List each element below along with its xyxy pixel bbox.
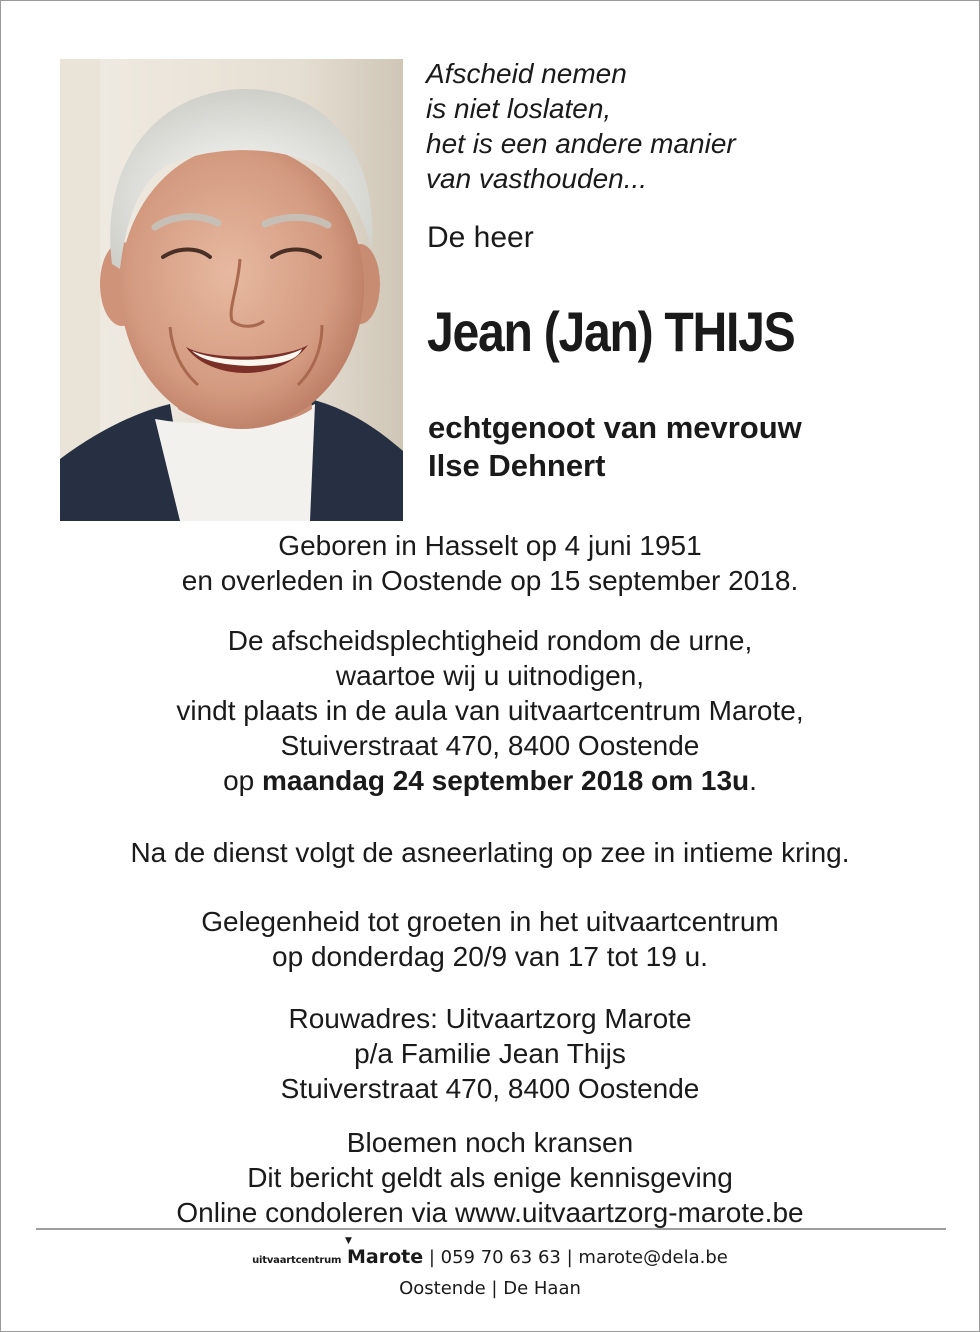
ceremony-line: De afscheidsplechtigheid rondom de urne,: [227, 625, 753, 656]
footer-contact: [1, 1236, 979, 1268]
brand-prefix: uitvaartcentrum: [252, 1255, 342, 1266]
visitation-info: [1, 904, 979, 974]
poem-line: is niet loslaten,: [426, 93, 612, 124]
life-dates: [1, 528, 979, 598]
mourning-address: [1, 1001, 979, 1106]
brand-name: Marote: [346, 1246, 424, 1268]
triangle-icon: ▼: [344, 1236, 352, 1246]
ceremony-line: waartoe wij u uitnodigen,: [335, 660, 645, 691]
spouse-line: Ilse Dehnert: [428, 448, 606, 483]
honorific: De heer: [427, 221, 534, 254]
after-service-note: [1, 835, 979, 870]
closing-line: Dit bericht geldt als enige kennisgeving: [247, 1162, 733, 1193]
closing-line: Bloemen noch kransen: [346, 1127, 634, 1158]
address-line: Rouwadres: Uitvaartzorg Marote: [288, 1003, 692, 1034]
poem-line: van vasthouden...: [426, 163, 648, 194]
ceremony-info: [1, 623, 979, 798]
farewell-poem: [426, 56, 946, 196]
address-line: Stuiverstraat 470, 8400 Oostende: [280, 1073, 700, 1104]
address-line: p/a Familie Jean Thijs: [354, 1038, 626, 1069]
closing-notes: [1, 1125, 979, 1230]
deceased-name: Jean (Jan) THIJS: [427, 300, 795, 363]
brand-logo: [344, 1236, 424, 1268]
poem-line: het is een andere manier: [426, 128, 736, 159]
footer-divider: [36, 1228, 946, 1230]
ceremony-line: vindt plaats in de aula van uitvaartcentrum Marote,: [176, 695, 804, 726]
condolence-link[interactable]: Online condoleren via www.uitvaartzorg-marote.be: [176, 1197, 804, 1228]
separator: |: [566, 1247, 579, 1268]
email-address[interactable]: marote@dela.be: [578, 1247, 728, 1268]
after-service-line: Na de dienst volgt de asneerlating op zee in intieme kring.: [130, 837, 850, 868]
poem-line: Afscheid nemen: [426, 58, 627, 89]
ceremony-date-line: [1, 763, 979, 798]
ceremony-date-prefix: op: [223, 765, 263, 796]
ceremony-date-suffix: .: [749, 765, 757, 796]
separator: |: [428, 1247, 441, 1268]
ceremony-date: maandag 24 september 2018 om 13u: [262, 765, 750, 796]
phone-number[interactable]: 059 70 63 63: [440, 1247, 561, 1268]
portrait-photo: [60, 59, 403, 521]
visitation-line: Gelegenheid tot groeten in het uitvaartcentrum: [201, 906, 779, 937]
death-line: en overleden in Oostende op 15 september 2018.: [181, 565, 799, 596]
footer-locations: Oostende | De Haan: [399, 1278, 581, 1299]
ceremony-address: Stuiverstraat 470, 8400 Oostende: [280, 730, 700, 761]
visitation-line: op donderdag 20/9 van 17 tot 19 u.: [272, 941, 708, 972]
spouse-line: echtgenoot van mevrouw: [428, 410, 802, 445]
spouse-info: [428, 409, 802, 485]
birth-line: Geboren in Hasselt op 4 juni 1951: [278, 530, 702, 561]
